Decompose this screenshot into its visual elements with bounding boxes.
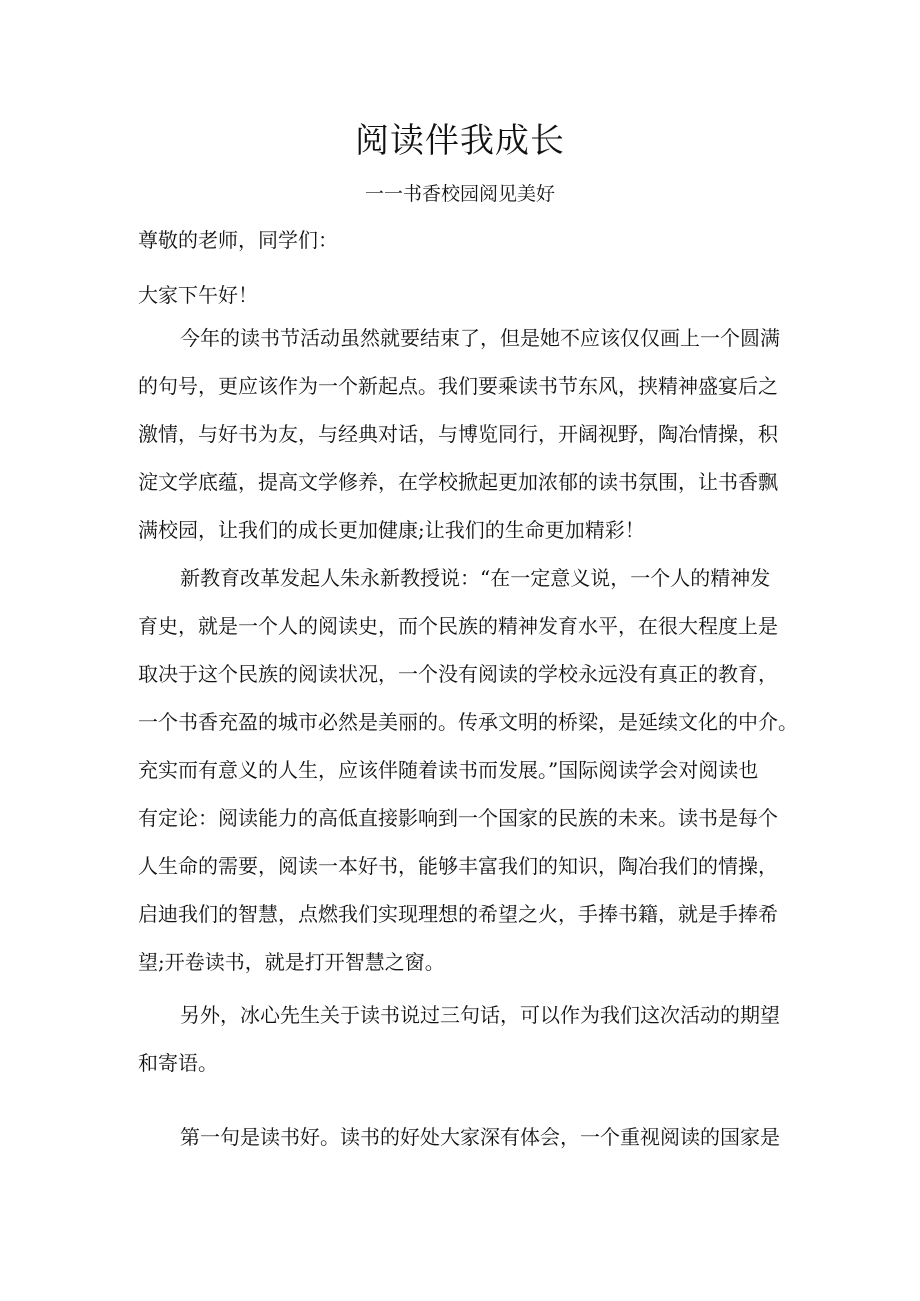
paragraph-2-line-9: 望;开卷读书，就是打开智慧之窗。	[138, 950, 445, 974]
paragraph-2-line-4: 一个书香充盈的城市必然是美丽的。传承文明的桥梁，是延续文化的中介。	[138, 710, 798, 734]
salutation: 尊敬的老师，同学们：	[138, 228, 338, 252]
paragraph-2-line-6: 有定论：阅读能力的高低直接影响到一个国家的民族的未来。读书是每个	[138, 806, 778, 830]
greeting: 大家下午好！	[138, 283, 258, 307]
paragraph-3-line-2: 和寄语。	[138, 1051, 218, 1075]
paragraph-1-line-5: 满校园，让我们的成长更加健康;让我们的生命更加精彩！	[138, 518, 645, 542]
paragraph-2-line-1: 新教育改革发起人朱永新教授说：“在一定意义说，一个人的精神发	[180, 566, 771, 590]
paragraph-1-line-3: 激情，与好书为友，与经典对话，与博览同行，开阔视野，陶冶情操，积	[138, 422, 778, 446]
paragraph-1-line-4: 淀文学底蕴，提高文学修养，在学校掀起更加浓郁的读书氛围，让书香飘	[138, 470, 778, 494]
paragraph-2-line-7: 人生命的需要，阅读一本好书，能够丰富我们的知识，陶冶我们的情操，	[138, 854, 778, 878]
paragraph-2-line-2: 育史，就是一个人的阅读史，而个民族的精神发育水平，在很大程度上是	[138, 614, 778, 638]
paragraph-3-line-1: 另外，冰心先生关于读书说过三句话，可以作为我们这次活动的期望	[180, 1003, 780, 1027]
document-title: 阅读伴我成长	[355, 121, 565, 161]
paragraph-2-line-5: 充实而有意义的人生，应该伴随着读书而发展。”国际阅读学会对阅读也	[138, 758, 759, 782]
paragraph-2-line-3: 取决于这个民族的阅读状况，一个没有阅读的学校永远没有真正的教育，	[138, 662, 778, 686]
paragraph-1-line-2: 的句号，更应该作为一个新起点。我们要乘读书节东风，挟精神盛宴后之	[138, 374, 778, 398]
paragraph-2-line-8: 启迪我们的智慧，点燃我们实现理想的希望之火，手捧书籍，就是手捧希	[138, 902, 778, 926]
document-subtitle: 一一书香校园阅见美好	[364, 183, 555, 205]
paragraph-4-line-1: 第一句是读书好。读书的好处大家深有体会，一个重视阅读的国家是	[180, 1125, 780, 1149]
paragraph-1-line-1: 今年的读书节活动虽然就要结束了，但是她不应该仅仅画上一个圆满	[180, 326, 780, 350]
